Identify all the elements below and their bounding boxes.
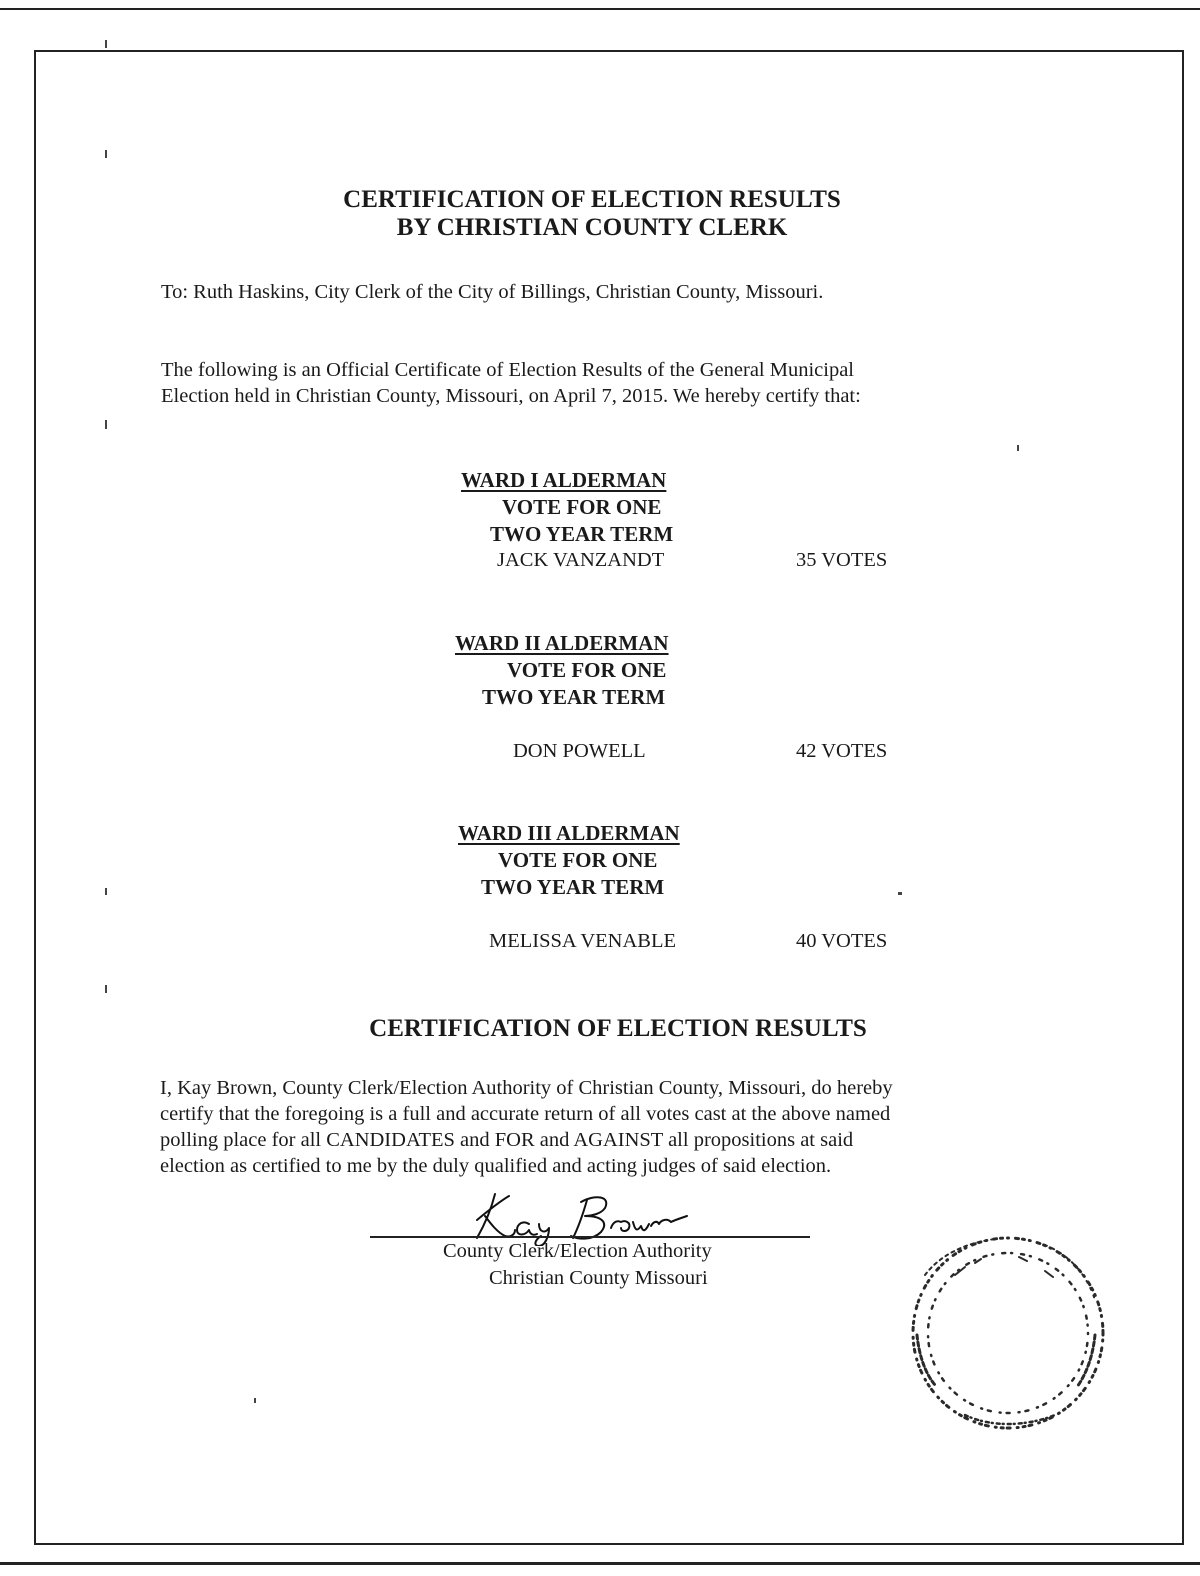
- scan-speck: [105, 150, 107, 158]
- race-candidate-3: MELISSA VENABLE: [489, 930, 676, 952]
- scan-speck: [105, 985, 107, 993]
- title-line-1: CERTIFICATION OF ELECTION RESULTS: [343, 186, 841, 213]
- scan-speck: [105, 888, 107, 895]
- race-candidate-2: DON POWELL: [513, 740, 646, 762]
- certification-heading: CERTIFICATION OF ELECTION RESULTS: [369, 1015, 867, 1042]
- certification-paragraph: [160, 1075, 893, 1179]
- race-instruction-3: VOTE FOR ONE: [498, 848, 658, 872]
- scan-speck: [254, 1398, 256, 1403]
- top-scan-rule: [0, 8, 1200, 10]
- addressee-line: To: Ruth Haskins, City Clerk of the City of Billings, Christian County, Missouri.: [161, 281, 824, 303]
- race-term-2: TWO YEAR TERM: [482, 685, 666, 709]
- intro-paragraph: [161, 357, 861, 409]
- race-term-3: TWO YEAR TERM: [481, 875, 665, 899]
- scan-speck: [105, 40, 107, 48]
- race-instruction-1: VOTE FOR ONE: [502, 495, 662, 519]
- title-line-2: BY CHRISTIAN COUNTY CLERK: [396, 214, 788, 241]
- race-candidate-1: JACK VANZANDT: [497, 549, 665, 571]
- race-votes-2: 42 VOTES: [796, 740, 888, 762]
- race-term-1: TWO YEAR TERM: [490, 522, 674, 546]
- race-office-2: WARD II ALDERMAN: [455, 631, 669, 655]
- bottom-scan-rule: [0, 1562, 1200, 1565]
- scan-speck: [105, 420, 107, 429]
- certification-line-4: election as certified to me by the duly qualified and acting judges of said election.: [160, 1155, 832, 1177]
- intro-line-2: Election held in Christian County, Missouri, on April 7, 2015. We hereby certify that:: [161, 385, 861, 407]
- certification-line-2: certify that the foregoing is a full and accurate return of all votes cast at the above named: [160, 1103, 891, 1125]
- intro-line-1: The following is an Official Certificate of Election Results of the General Municipal: [161, 359, 854, 381]
- race-instruction-2: VOTE FOR ONE: [507, 658, 667, 682]
- race-office-3: WARD III ALDERMAN: [458, 821, 680, 845]
- certification-line-1: I, Kay Brown, County Clerk/Election Authority of Christian County, Missouri, do hereby: [160, 1077, 893, 1099]
- scan-speck: [1017, 445, 1019, 451]
- race-votes-3: 40 VOTES: [796, 930, 888, 952]
- scan-speck: [898, 892, 902, 895]
- race-office-1: WARD I ALDERMAN: [461, 468, 667, 492]
- county-seal-stamp: [895, 1215, 1125, 1455]
- certification-line-3: polling place for all CANDIDATES and FOR and AGAINST all propositions at said: [160, 1129, 854, 1151]
- signer-title-line-2: Christian County Missouri: [489, 1267, 708, 1289]
- document-title: [0, 186, 1184, 242]
- race-votes-1: 35 VOTES: [796, 549, 888, 571]
- signer-title-line-1: County Clerk/Election Authority: [443, 1240, 712, 1262]
